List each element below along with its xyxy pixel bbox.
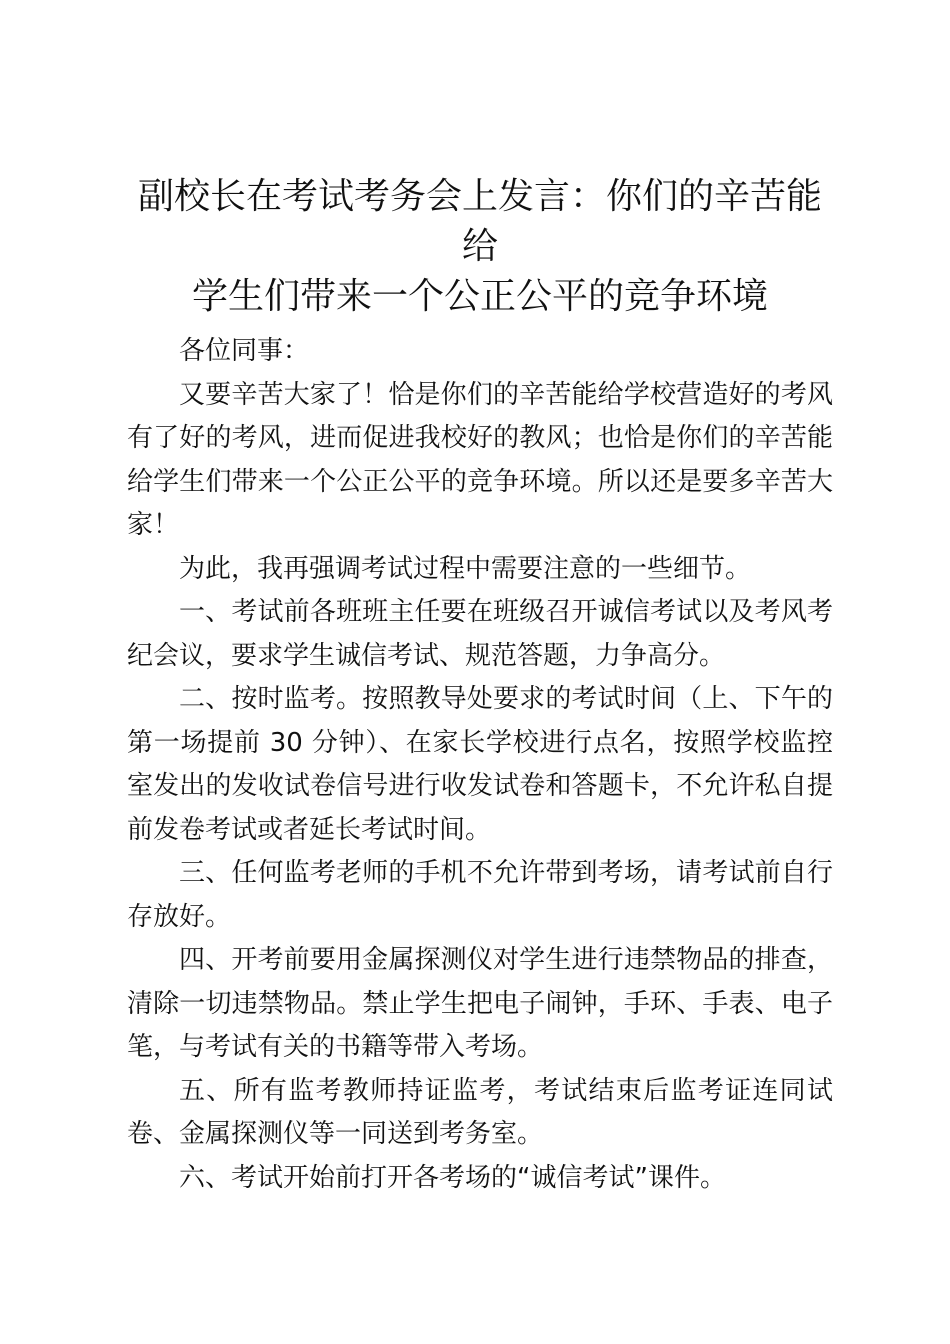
title-line-1: 副校长在考试考务会上发言：你们的辛苦能给 — [137, 176, 822, 267]
paragraph: 五、所有监考教师持证监考，考试结束后监考证连同试卷、金属探测仪等一同送到考务室。 — [127, 1075, 833, 1149]
paragraph: 又要辛苦大家了！恰是你们的辛苦能给学校营造好的考风有了好的考风，进而促进我校好的教风；也恰是你们的辛苦能给学生们带来一个公正公平的竞争环境。所以还是要多辛苦大家！ — [127, 379, 833, 540]
document-title — [127, 172, 833, 322]
paragraph: 二、按时监考。按照教导处要求的考试时间（上、下午的第一场提前 30 分钟）、在家长学校进行点名，按照学校监控室发出的发收试卷信号进行收发试卷和答题卡，不允许私自提前发卷考试或者延长考试时间。 — [127, 684, 833, 845]
paragraph: 一、考试前各班班主任要在班级召开诚信考试以及考风考纪会议，要求学生诚信考试、规范答题，力争高分。 — [127, 597, 833, 671]
title-line-2: 学生们带来一个公正公平的竞争环境 — [191, 276, 768, 317]
paragraph: 六、考试开始前打开各考场的“诚信考试”课件。 — [179, 1162, 726, 1193]
document-body — [127, 330, 833, 1200]
paragraph: 三、任何监考老师的手机不允许带到考场，请考试前自行存放好。 — [127, 858, 833, 932]
greeting: 各位同事： — [179, 336, 310, 366]
paragraph: 四、开考前要用金属探测仪对学生进行违禁物品的排查，清除一切违禁物品。禁止学生把电子闹钟，手环、手表、电子笔，与考试有关的书籍等带入考场。 — [127, 945, 833, 1062]
paragraph: 为此，我再强调考试过程中需要注意的一些细节。 — [179, 553, 752, 584]
document-content — [127, 172, 833, 1200]
